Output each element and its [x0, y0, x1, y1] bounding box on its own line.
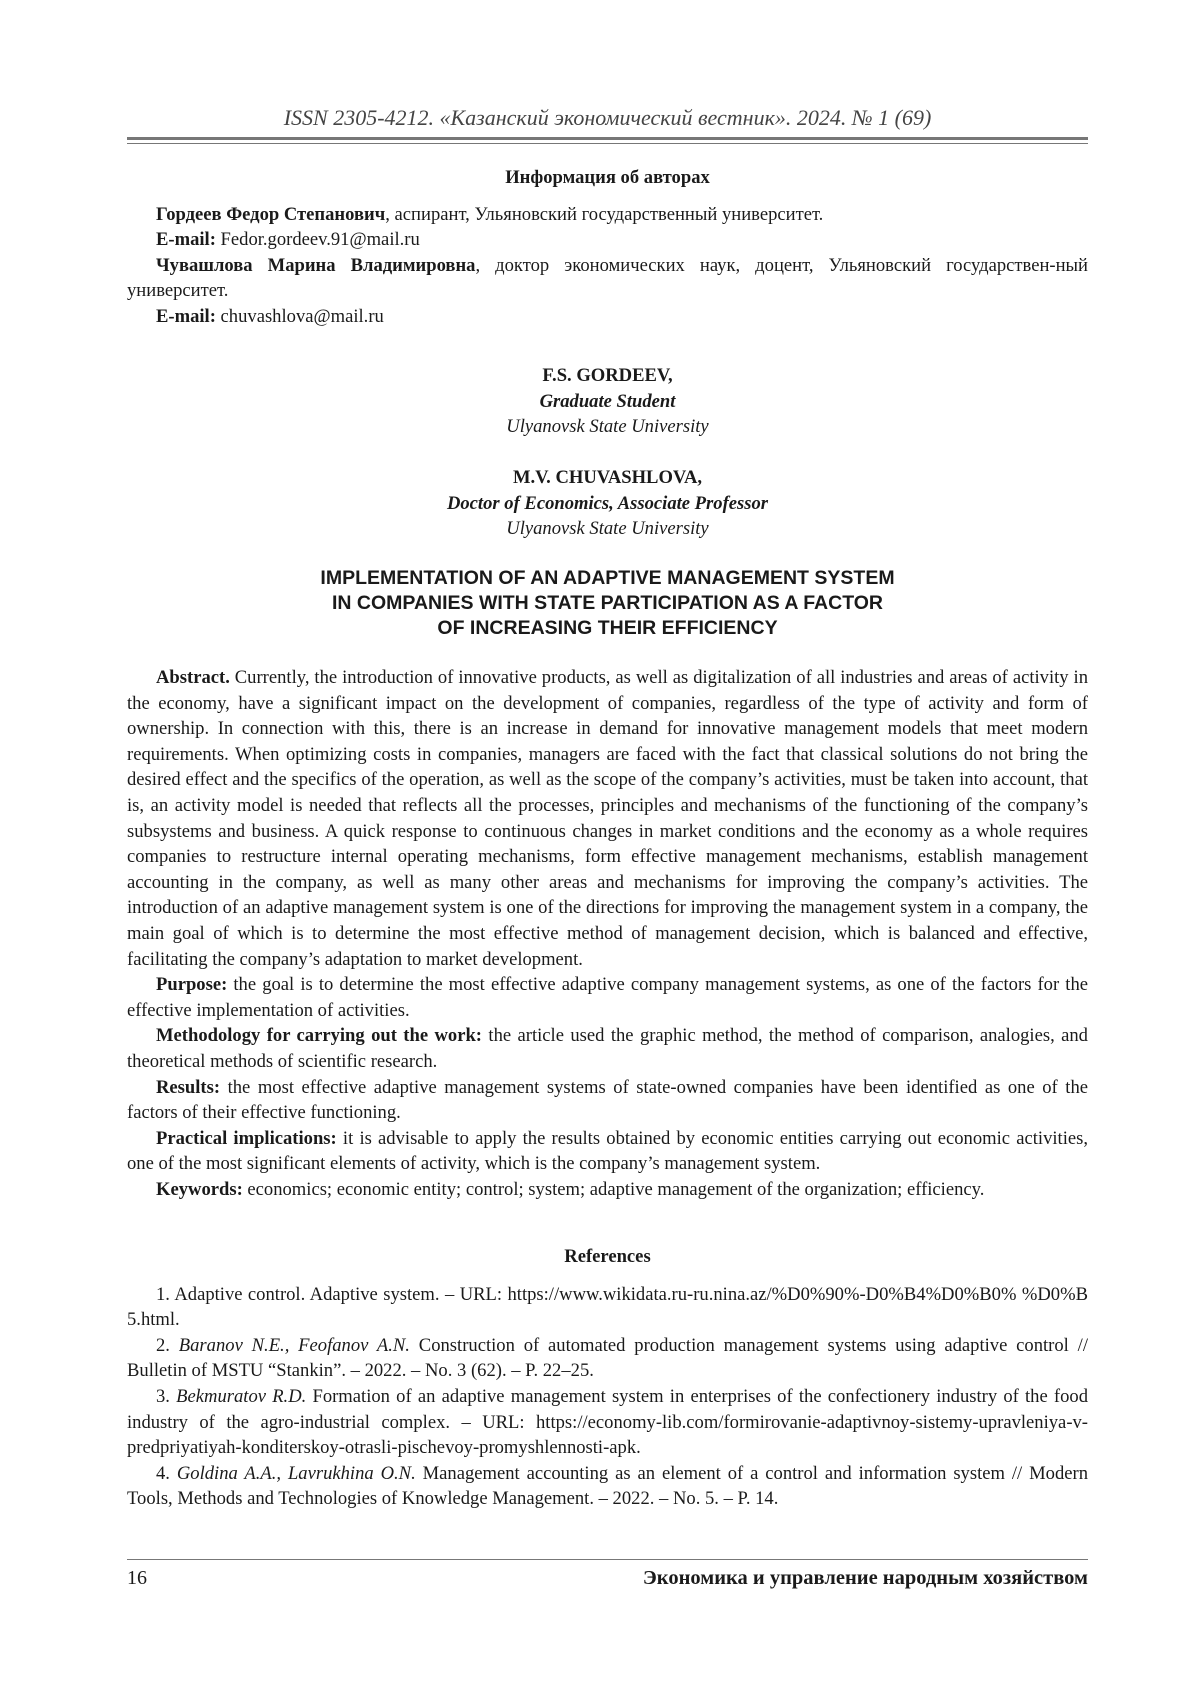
results-label: Results:: [156, 1076, 221, 1098]
english-author-1: [127, 363, 1088, 440]
references-section: [127, 1244, 1088, 1512]
english-author-2-name: M.V. CHUVASHLOVA,: [512, 467, 703, 488]
results-paragraph: [127, 1075, 1088, 1126]
reference-4-rest: Management accounting as an element of a control and information system // Modern Tools, Methods and Technologies of Knowledge Management. – 2022. – No. 5. – P. 14.: [127, 1462, 1088, 1510]
author-1-info: [127, 202, 1088, 228]
author-1-email: Fedor.gordeev.91@mail.ru: [215, 229, 420, 251]
results-text: the most effective adaptive management systems of state-owned companies have been identified as one of the factors of their effective functioning.: [127, 1076, 1088, 1124]
abstract-label: Abstract.: [156, 667, 230, 688]
running-head: ISSN 2305-4212. «Казанский экономический вестник». 2024. № 1 (69): [283, 105, 932, 130]
author-2-email-label: E-mail:: [156, 305, 216, 327]
references-heading: References: [564, 1246, 651, 1267]
authors-info-heading: Информация об авторах: [505, 167, 710, 188]
author-1-desc: , аспирант, Ульяновский государственный университет.: [385, 203, 824, 225]
reference-4: [127, 1461, 1088, 1512]
author-1-name: Гордеев Федор Степанович: [156, 203, 386, 225]
purpose-paragraph: [127, 972, 1088, 1023]
practical-text: it is advisable to apply the results obtained by economic entities carrying out economic activities, one of the most significant elements of activity, which is the company’s management system.: [127, 1127, 1088, 1175]
author-2-email-line: [127, 304, 1088, 330]
reference-2: [127, 1333, 1088, 1384]
reference-3: [127, 1384, 1088, 1461]
reference-2-rest: Construction of automated production management systems using adaptive control // Bulletin of MSTU “Stankin”. – 2022. – No. 3 (62). – P. 22–25.: [127, 1334, 1089, 1382]
practical-paragraph: [127, 1126, 1088, 1177]
header-rule: [127, 137, 1088, 140]
english-author-2-affiliation: Ulyanovsk State University: [506, 518, 709, 540]
author-1-email-line: [127, 227, 1088, 253]
reference-3-number: 3.: [156, 1385, 177, 1407]
reference-3-authors: Bekmuratov R.D.: [176, 1385, 307, 1407]
footer-section-title: Экономика и управление народным хозяйством: [642, 1567, 1088, 1589]
author-2-email: chuvashlova@mail.ru: [215, 305, 384, 327]
title-line-2: IN COMPANIES WITH STATE PARTICIPATION AS A FACTOR: [331, 592, 884, 614]
page-number: 16: [127, 1567, 147, 1589]
purpose-label: Purpose:: [156, 974, 228, 996]
reference-3-rest: Formation of an adaptive management system in enterprises of the confectionery industry of the food industry of the agro-industrial complex. – URL: https://economy-lib.com/formirovanie-adaptivnoy-sistemy-upravleniya-v-predpriyatiyah-konditerskoy-otrasli-pischevoy-promyshlennosti-apk.: [127, 1385, 1089, 1459]
keywords-paragraph: [127, 1177, 1088, 1203]
author-2-info: [127, 253, 1088, 304]
practical-label: Practical implications:: [156, 1127, 337, 1149]
methodology-text: the article used the graphic method, the method of comparison, analogies, and theoretical methods of scientific research.: [127, 1025, 1088, 1072]
purpose-text: the goal is to determine the most effective adaptive company management systems, as one of the factors for the effective implementation of activities.: [127, 974, 1088, 1021]
title-line-3: OF INCREASING THEIR EFFICIENCY: [437, 617, 778, 639]
abstract-text: Currently, the introduction of innovative products, as well as digitalization of all industries and areas of activity in the economy, have a significant impact on the development of companies, regardless of the type of activity and form of ownership. In connection with this, there is an increase in demand for innovative management models that meet modern requirements. When optimizing costs in companies, managers are faced with the fact that classical solutions do not bring the desired effect and the specifics of the operation, as well as the scope of the company’s activities, must be taken into account, that is, an activity model is needed that reflects all the processes, principles and mechanisms of the functioning of the company’s subsystems and business. A quick response to continuous changes in market conditions and the economy as a whole requires companies to restructure internal operating mechanisms, form effective management mechanisms, establish management accounting in the company, as well as many other areas and mechanisms for improving the company’s activities. The introduction of an adaptive management system is one of the directions for improving the management system in a company, the main goal of which is to determine the most effective method of management decision, which is balanced and effective, facilitating the company’s adaptation to market development.: [127, 667, 1088, 970]
reference-4-authors: Goldina A.A., Lavrukhina O.N.: [176, 1462, 416, 1484]
english-author-1-name: F.S. GORDEEV,: [542, 365, 673, 386]
english-author-2: [127, 465, 1088, 542]
authors-info: [127, 165, 1088, 330]
english-author-2-position: Doctor of Economics, Associate Professor: [446, 492, 769, 514]
methodology-paragraph: [127, 1023, 1088, 1074]
title-line-1: IMPLEMENTATION OF AN ADAPTIVE MANAGEMENT SYSTEM: [320, 567, 895, 589]
author-2-desc: , доктор экономических наук, доцент, Ульяновский государствен-ный университет.: [127, 254, 1088, 302]
english-author-1-affiliation: Ulyanovsk State University: [506, 416, 709, 438]
abstract-paragraph: [127, 665, 1088, 972]
english-author-1-position: Graduate Student: [539, 390, 676, 412]
header-rule-thin: [127, 143, 1088, 144]
reference-1: 1. Adaptive control. Adaptive system. – URL: https://www.wikidata.ru-ru.nina.az/%D0%90%-D0%B4%D0%B0% %D0%B5.html.: [127, 1283, 1088, 1331]
keywords-label: Keywords:: [156, 1178, 243, 1200]
reference-4-number: 4.: [156, 1462, 177, 1484]
abstract-section: [127, 665, 1088, 1202]
keywords-text: economics; economic entity; control; system; adaptive management of the organization; efficiency.: [242, 1178, 985, 1200]
reference-2-authors: Baranov N.E., Feofanov A.N.: [178, 1334, 410, 1356]
reference-2-number: 2.: [156, 1334, 179, 1356]
article-title: [127, 566, 1088, 641]
author-1-email-label: E-mail:: [156, 229, 216, 251]
footer-rule: [127, 1559, 1088, 1560]
methodology-label: Methodology for carrying out the work:: [156, 1025, 482, 1047]
author-2-name: Чувашлова Марина Владимировна: [156, 254, 476, 276]
